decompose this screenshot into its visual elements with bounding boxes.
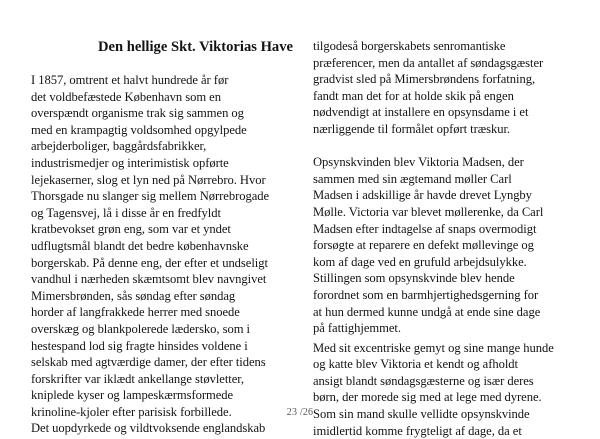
text-line: gradvist sled på Mimersbrøndens forfatning, [313,72,536,87]
paragraph-1 [313,38,579,138]
text-line: Som sin mand skulle vellidte opsynskvinde [313,407,530,422]
text-line: nødvendigt at installere en opsynsdame i et [313,105,529,120]
text-line: sammen med sin ægtemand møller Carl [313,171,512,186]
text-line: lejekaserner, slog et lyn ned på Nørrebro. Hvor [31,172,266,187]
text-line: at hun dermed kunne undgå at ende sine dage [313,304,541,319]
text-line: udflugtsmål blandt det bedre københavnske [31,238,249,253]
text-line: kniplede kyser og lampeskærmsformede [31,388,234,403]
text-line: tilgodeså borgerskabets senromantiske [313,39,506,53]
text-line: fandt man det for at holde skik på engen [313,88,514,103]
right-column [313,38,579,439]
page-number: 23 /26 [286,407,314,418]
text-line: på fattighjemmet. [313,321,401,336]
text-line: I 1857, omtrent et halvt hundrede år før [31,73,229,87]
paragraph-spacer [313,138,579,155]
text-line: Stillingen som opsynskvinde blev hende [313,271,515,286]
text-line: forsøgte at reparere en defekt møllevinge og [313,238,534,253]
text-line: nærliggende til formålet opført træskur. [313,121,511,136]
text-line: Opsynskvinden blev Viktoria Madsen, der [313,155,524,170]
text-line: krinoline-kjoler efter parisisk forbillede. [31,404,232,419]
text-line: kom af dage ved en grufuld arbejdsulykke. [313,254,527,269]
text-line: og Tagensvej, lå i disse år en fredfyldt [31,205,221,220]
text-line: Madsen efter indtagelse af snaps overmodigt [313,221,537,236]
text-line: præferencer, men da antallet af søndagsgæster [313,55,544,70]
text-line: Mølle. Victoria var blevet møllerenke, da Carl [313,204,544,219]
text-line: Madsen i adskillige år havde drevet Lyngby [313,188,532,203]
text-line: hestespand lod sig fragte hinsides voldene i [31,338,248,353]
text-line: Thorsgade nu slanger sig mellem Nørrebrogade [31,189,270,204]
text-line: vandhul i nærheden skæmtsomt blev navngivet [31,272,267,287]
text-line: med en krampagtig voldsomhed opgylpede [31,122,247,137]
left-column-text [31,72,293,437]
text-line: selskab med agtværdige damer, der efter tidens [31,355,266,370]
text-line: borgerskab. På denne eng, der efter et undseligt [31,255,268,270]
text-line: ansigt blandt søndagsgæsterne og især deres [313,373,534,388]
chapter-title: Den hellige Skt. Viktorias Have [98,39,293,55]
text-line: Mimersbrønden, sås søndag efter søndag [31,288,236,303]
text-line: overskæg og blankpolerede læderskо, som i [31,321,251,336]
text-line: Med sit excentriske gemyt og sine mange hunde [313,340,554,355]
text-line: overspændt organisme trak sig sammen og [31,106,244,121]
text-line: forordnet som en barmhjertighedsgerning for [313,287,539,302]
text-line: børn, der morede sig med at lege med dyrene. [313,390,542,405]
paragraph-3 [313,340,579,439]
text-line: horder af langfrakkede herrer med snoede [31,305,240,320]
left-column [31,38,293,437]
text-line: arbejderboliger, baggårdsfabrikker, [31,139,207,154]
text-line: og katte blev Viktoria et kendt og afholdt [313,357,519,372]
text-line: industrismedjer og interimistisk opførte [31,155,229,170]
text-line: kratbevokset grøn eng, som var et yndet [31,222,231,237]
text-line: Det uopdyrkede og vildtvoksende englandskab [31,421,266,436]
text-line: det voldbefæstede København som en [31,89,221,104]
paragraph-2 [313,154,579,337]
text-line: forskrifter var iklædt ankellange støvletter, [31,371,245,386]
text-line: imidlertid komme frygteligt af dage, da et [313,423,522,438]
